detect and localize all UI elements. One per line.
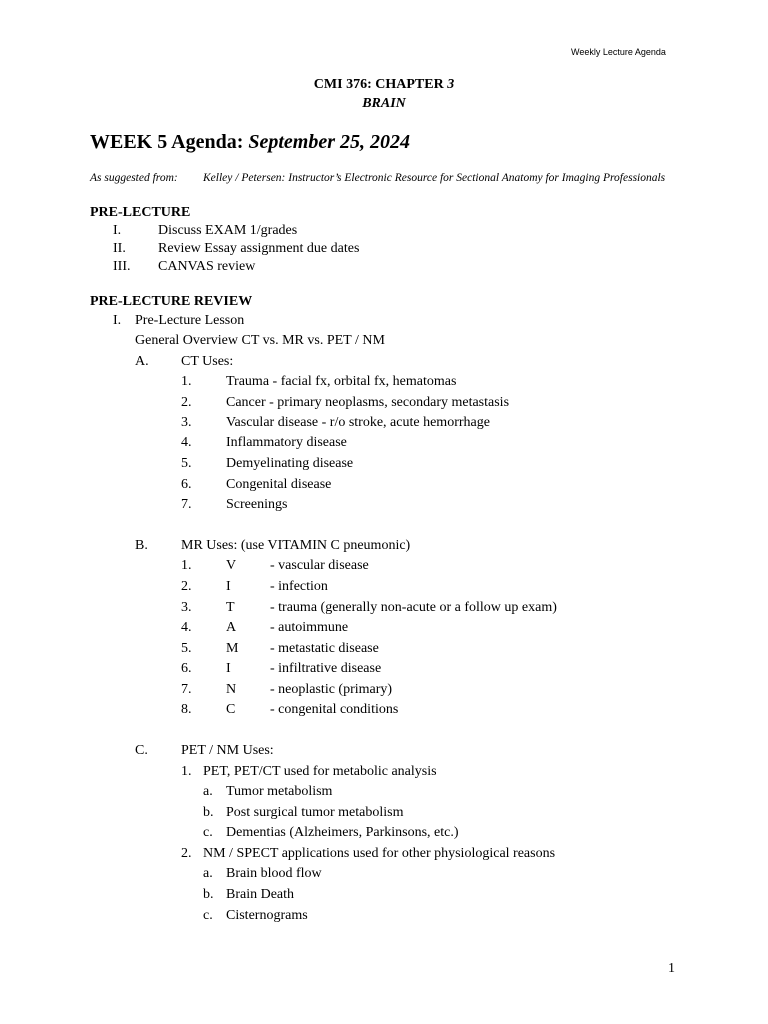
list-item: - neoplastic (primary): [270, 682, 393, 697]
sub-item: Post surgical tumor metabolism: [226, 805, 404, 820]
list-item: NM / SPECT applications used for other physiological reasons: [203, 846, 556, 861]
suggested-label: As suggested from:: [90, 172, 178, 184]
mnemonic-letter: I: [226, 661, 231, 676]
list-item-num: 3.: [181, 415, 192, 430]
list-item: - autoimmune: [270, 620, 349, 635]
week-date: September 25, 2024: [248, 131, 411, 153]
list-item-num: 8.: [181, 702, 192, 717]
list-item: Cancer - primary neoplasms, secondary metastasis: [226, 395, 510, 410]
pet-uses-title: PET / NM Uses:: [181, 743, 274, 758]
mnemonic-letter: A: [226, 620, 237, 635]
list-item-num: 1.: [181, 558, 192, 573]
sub-item-letter: b.: [203, 805, 214, 820]
list-item-num: 7.: [181, 682, 192, 697]
mnemonic-letter: I: [226, 579, 231, 594]
sub-item-letter: c.: [203, 825, 213, 840]
mnemonic-letter: M: [226, 641, 239, 656]
mnemonic-letter: T: [226, 600, 235, 615]
lesson-num: I.: [113, 313, 122, 328]
list-item: Inflammatory disease: [226, 435, 347, 450]
list-item-num: 5.: [181, 456, 192, 471]
sub-item-letter: a.: [203, 866, 213, 881]
list-item-num: II.: [113, 241, 126, 256]
list-item: - metastatic disease: [270, 641, 379, 656]
list-item: Trauma - facial fx, orbital fx, hematomas: [226, 374, 457, 389]
list-item: Discuss EXAM 1/grades: [158, 223, 298, 238]
list-item: Demyelinating disease: [226, 456, 354, 471]
week-label: WEEK 5 Agenda:: [90, 131, 249, 153]
list-item: - infection: [270, 579, 328, 594]
suggested-source: Kelley / Petersen: Instructor’s Electronic Resource for Sectional Anatomy for Imaging Professionals: [203, 172, 666, 184]
list-item-num: I.: [113, 223, 122, 238]
sub-item-letter: c.: [203, 908, 213, 923]
list-item-num: 2.: [181, 846, 192, 861]
chapter-number: 3: [447, 77, 455, 92]
section-letter: A.: [135, 354, 149, 369]
list-item-num: 1.: [181, 374, 192, 389]
review-heading: PRE-LECTURE REVIEW: [90, 294, 253, 309]
sub-item-letter: b.: [203, 887, 214, 902]
section-letter: C.: [135, 743, 148, 758]
week-heading: [90, 131, 410, 154]
chapter-subject: BRAIN: [362, 96, 406, 111]
sub-item-letter: a.: [203, 784, 213, 799]
overview-line: General Overview CT vs. MR vs. PET / NM: [135, 333, 385, 348]
list-item-num: 7.: [181, 497, 192, 512]
list-item: PET, PET/CT used for metabolic analysis: [203, 764, 437, 779]
mr-uses-title: MR Uses: (use VITAMIN C pneumonic): [181, 538, 411, 553]
ct-uses-title: CT Uses:: [181, 354, 234, 369]
mnemonic-letter: V: [226, 558, 237, 573]
sub-item: Brain Death: [226, 887, 295, 902]
list-item-num: 1.: [181, 764, 192, 779]
list-item: Screenings: [226, 497, 288, 512]
list-item-num: 3.: [181, 600, 192, 615]
pre-lecture-heading: PRE-LECTURE: [90, 205, 191, 220]
list-item-num: 2.: [181, 579, 192, 594]
list-item-num: 4.: [181, 435, 192, 450]
list-item: CANVAS review: [158, 259, 256, 274]
lesson-title: Pre-Lecture Lesson: [135, 313, 245, 328]
sub-item: Brain blood flow: [226, 866, 322, 881]
sub-item: Tumor metabolism: [226, 784, 333, 799]
list-item-num: 6.: [181, 477, 192, 492]
sub-item: Dementias (Alzheimers, Parkinsons, etc.): [226, 825, 459, 840]
running-header: Weekly Lecture Agenda: [571, 47, 666, 57]
list-item-num: 4.: [181, 620, 192, 635]
list-item: Review Essay assignment due dates: [158, 241, 360, 256]
course-title: [0, 77, 768, 93]
section-letter: B.: [135, 538, 148, 553]
list-item-num: 6.: [181, 661, 192, 676]
page-number: 1: [668, 961, 675, 976]
list-item: Congenital disease: [226, 477, 332, 492]
list-item: - infiltrative disease: [270, 661, 382, 676]
course-code: CMI 376: CHAPTER: [313, 77, 448, 92]
list-item: Vascular disease - r/o stroke, acute hemorrhage: [226, 415, 490, 430]
list-item: - congenital conditions: [270, 702, 399, 717]
list-item-num: 2.: [181, 395, 192, 410]
list-item: - vascular disease: [270, 558, 369, 573]
sub-item: Cisternograms: [226, 908, 308, 923]
list-item-num: 5.: [181, 641, 192, 656]
list-item: - trauma (generally non-acute or a follow up exam): [270, 600, 557, 615]
list-item-num: III.: [113, 259, 131, 274]
mnemonic-letter: C: [226, 702, 236, 717]
mnemonic-letter: N: [226, 682, 237, 697]
